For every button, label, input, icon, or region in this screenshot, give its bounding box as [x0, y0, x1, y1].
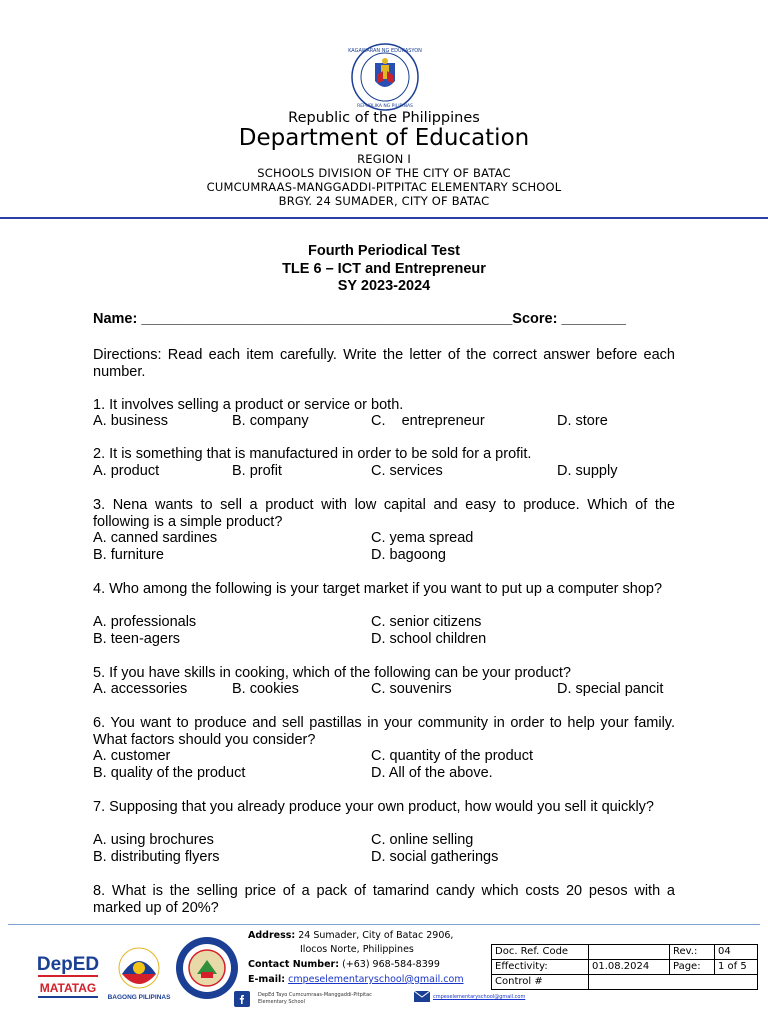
footer-small-email[interactable]: cmpeselementaryschool@gmail.com — [433, 994, 526, 1000]
q3-choice-a: A. canned sardines — [93, 530, 218, 546]
deped-matatag-logo — [34, 944, 102, 1002]
header-barangay: BRGY. 24 SUMADER, CITY OF BATAC — [278, 194, 490, 208]
name-score-line: Name: ______________________________________________Score: ________ — [93, 311, 626, 327]
question-6: 6. You want to produce and sell pastillas in your community in order to help your family. What factors should you consider? — [93, 715, 675, 748]
q1-choice-c: C. entrepreneur — [371, 413, 485, 429]
mail-icon[interactable] — [414, 991, 430, 1002]
q3-choice-b: B. furniture — [93, 547, 164, 563]
document-control-table — [491, 944, 758, 990]
question-8: 8. What is the selling price of a pack of tamarind candy which costs 20 pesos with a marked up of 20%? — [93, 883, 675, 916]
rev-value: 04 — [715, 945, 758, 960]
deped-seal-logo — [348, 43, 422, 111]
q1-choice-b: B. company — [232, 413, 309, 429]
header-region: REGION I — [357, 152, 411, 166]
address-line2: Ilocos Norte, Philippines — [300, 944, 414, 955]
facebook-icon[interactable] — [234, 991, 250, 1007]
q7-choice-d: D. social gatherings — [371, 849, 499, 865]
effectivity-label: Effectivity: — [492, 960, 589, 975]
q2-choice-b: B. profit — [232, 463, 282, 479]
header-divider — [0, 217, 768, 219]
school-seal-logo — [175, 936, 239, 1000]
header-republic: Republic of the Philippines — [288, 110, 480, 126]
q1-choice-d: D. store — [557, 413, 608, 429]
q7-choice-a: A. using brochures — [93, 832, 214, 848]
q5-choice-c: C. souvenirs — [371, 681, 452, 697]
matatag-text: MATATAG — [39, 981, 97, 995]
test-year: SY 2023-2024 — [337, 278, 431, 294]
effectivity-value: 01.08.2024 — [589, 960, 670, 975]
question-4: 4. Who among the following is your target market if you want to put up a computer shop? — [93, 581, 663, 597]
question-3: 3. Nena wants to sell a product with low capital and easy to produce. Which of the following is a simple product? — [93, 497, 675, 530]
doc-ref-label: Doc. Ref. Code — [492, 945, 589, 960]
q7-choice-c: C. online selling — [371, 832, 474, 848]
question-1: 1. It involves selling a product or service or both. — [93, 397, 404, 413]
q1-choice-a: A. business — [93, 413, 168, 429]
header-school: CUMCUMRAAS-MANGGADDI-PITPITAC ELEMENTARY SCHOOL — [206, 180, 562, 194]
q6-choice-b: B. quality of the product — [93, 765, 246, 781]
footer-address-block — [248, 930, 453, 942]
q5-choice-b: B. cookies — [232, 681, 299, 697]
q6-choice-c: C. quantity of the product — [371, 748, 534, 764]
q2-choice-d: D. supply — [557, 463, 618, 479]
test-subject: TLE 6 – ICT and Entrepreneur — [282, 261, 486, 277]
q4-choice-b: B. teen-agers — [93, 631, 181, 647]
header-division: SCHOOLS DIVISION OF THE CITY OF BATAC — [257, 166, 511, 180]
email-link[interactable]: cmpeselementaryschool@gmail.com — [288, 974, 464, 985]
address-line1: 24 Sumader, City of Batac 2906, — [298, 930, 454, 941]
page-value: 1 of 5 — [715, 960, 758, 975]
footer-divider — [8, 924, 760, 925]
q2-choice-c: C. services — [371, 463, 443, 479]
facebook-page-line1: DepEd Tayo Cumcumraas-Manggaddi-Pitpitac — [258, 992, 372, 998]
footer-email — [248, 974, 464, 986]
q2-choice-a: A. product — [93, 463, 160, 479]
doc-ref-value — [589, 945, 670, 960]
q6-choice-d: D. All of the above. — [371, 765, 493, 781]
bagong-pilipinas-text: BAGONG PILIPINAS — [107, 994, 171, 1001]
email-label: E-mail: — [248, 974, 286, 985]
header-department: Department of Education — [238, 125, 530, 151]
q5-choice-a: A. accessories — [93, 681, 188, 697]
seal-text-bottom: REPUBLIKA NG PILIPINAS — [357, 104, 413, 109]
bagong-pilipinas-logo — [104, 944, 174, 1002]
rev-label: Rev.: — [670, 945, 715, 960]
question-5: 5. If you have skills in cooking, which of the following can be your product? — [93, 665, 571, 681]
deped-text: DepED — [36, 954, 100, 975]
test-title: Fourth Periodical Test — [307, 243, 460, 259]
q5-choice-d: D. special pancit — [557, 681, 664, 697]
question-7: 7. Supposing that you already produce your own product, how would you sell it quickly? — [93, 799, 654, 815]
seal-text-top: KAGAWARAN NG EDUKASYON — [348, 48, 422, 54]
q3-choice-d: D. bagoong — [371, 547, 446, 563]
contact-value: (+63) 968-584-8399 — [342, 959, 440, 970]
facebook-page-line2: Elementary School — [258, 999, 305, 1005]
q3-choice-c: C. yema spread — [371, 530, 474, 546]
address-label: Address: — [248, 930, 296, 941]
directions: Directions: Read each item carefully. Write the letter of the correct answer before each number. — [93, 347, 675, 380]
page-label: Page: — [670, 960, 715, 975]
contact-label: Contact Number: — [248, 959, 340, 970]
q7-choice-b: B. distributing flyers — [93, 849, 220, 865]
control-label: Control # — [492, 975, 589, 990]
q4-choice-a: A. professionals — [93, 614, 197, 630]
q4-choice-d: D. school children — [371, 631, 487, 647]
control-value — [589, 975, 758, 990]
question-2: 2. It is something that is manufactured in order to be sold for a profit. — [93, 446, 532, 462]
footer-contact — [248, 959, 440, 971]
q6-choice-a: A. customer — [93, 748, 171, 764]
q4-choice-c: C. senior citizens — [371, 614, 482, 630]
